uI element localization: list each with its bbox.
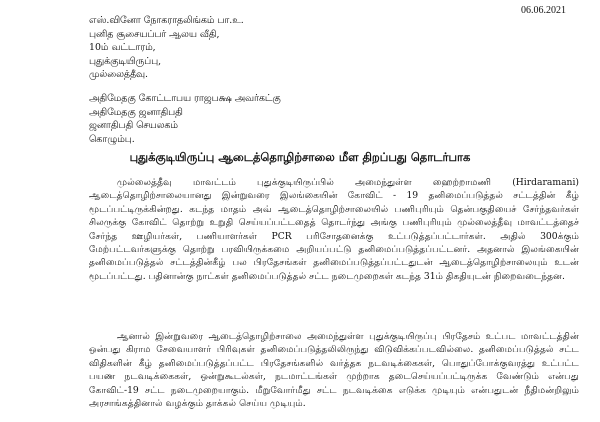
- recipient-address: [89, 92, 281, 146]
- sender-address: [89, 14, 244, 82]
- recipient-city: கொழும்பு.: [89, 133, 135, 145]
- sender-district: முல்லைத்தீவு.: [89, 69, 149, 81]
- recipient-name: அதிமேதகு கோட்டாபய ராஜபக்ஷ அவர்கட்கு: [89, 93, 281, 104]
- sender-town: புதுக்குடியிருப்பு,: [89, 55, 162, 67]
- sender-name: எஸ்.வினோ நோகராதலிங்கம் பா.உ.: [89, 15, 244, 26]
- recipient-title: அதிமேதகு ஜனாதிபதி: [89, 106, 183, 118]
- body-paragraph-1: முல்லைத்தீவு மாவட்டம் புதுக்குடியிருப்பில் அமைந்துள்ள ஹைற்றாமணி (Hirdaramani) ஆடைத்தொழிற்சாலையானது இன்றுவரை இலங்கையின் கோவிட் - 19 தனிமைப்படுத்தல் சட்டத்தின் கீழ் மூடப்பட்டிருக்கின்றது. கடந்த மாதம் அவ் ஆடைத்தொழிற்சாலையில் பணிபுரியும் தென்பகுதியைச் சேர்ந்தவர்கள் சிலருக்கு கோவிட் தொற்று உறுதி செய்யப்பட்டதைத் தொடர்ந்து அங்கு பணிபுரியும் முல்லைத்தீவு மாவட்டத்தைச் சேர்ந்த ஊழியர்கள், பணியாளர்கள் PCR பரிசோதனைக்கு உட்படுத்தப்பட்டார்கள். அதில் 300க்கும் மேற்பட்டவர்களுக்கு தொற்று பரவியிருக்கமை அறியப்பட்டு தனிமைப்படுத்தப்பட்டனர். அதனால் இலங்கையின் தனிமைப்படுத்தல் சட்டத்தின்கீழ் பல பிரதேசங்கள் தனிமைப்படுத்தப்பட்டதுடன் ஆடைத்தொழிற்சாலையும் உடன் மூடப்பட்டது. பதினான்கு நாட்கள் தனிமைப்படுத்தல் சட்ட நடைமுறைகள் கடந்த 31ம் திகதியுடன் நிறைவடைந்தன.: [89, 177, 579, 282]
- sender-street: புனித சூசையப்பர் ஆலய வீதி,: [89, 28, 220, 40]
- sender-ward: 10ம் வட்டாரம்,: [89, 42, 156, 54]
- recipient-office: ஜனாதிபதி செயலகம்: [89, 120, 178, 132]
- letter-date: 06.06.2021: [521, 5, 566, 16]
- body-paragraph-2: ஆனால் இன்றுவரை ஆடைத்தொழிற்சாலை அமைந்துள்ள புதுக்குடியிருப்பு பிரதேசம் உட்பட மாவட்டத்தின் ஒன்பது கிராம சேவையாளர் பிரிவுகள் தனிமைப்படுத்தலிலிருந்து விடுவிக்கப்படவில்லை. தனிமைப்படுத்தல் சட்ட விதிகளின் கீழ் தனிமைப்படுத்தப்பட்ட பிரதேசங்களில் வர்த்தக நடவடிக்கைகள், பொதுப்போக்குவரத்து உட்பட்ட பயண நடவடிக்கைகள், ஒன்றுகூடல்கள், நடமாட்டங்கள் முற்றாக தடைசெய்யப்பட்டிருக்க வேண்டும் என்பது கோவிட்-19 சட்ட நடைமுறையாகும். மீறுவோர்மீது சட்ட நடவடிக்கை எடுக்க முடியும் என்பதுடன் நீதிமன்றிலும் அரசாங்கத்தினால் வழக்கும் தாக்கல் செய்ய முடியும்.: [89, 331, 579, 410]
- letter-subject: புதுக்குடியிருப்பு ஆடைத்தொழிற்சாலை மீள திறப்பது தொடர்பாக: [129, 150, 471, 164]
